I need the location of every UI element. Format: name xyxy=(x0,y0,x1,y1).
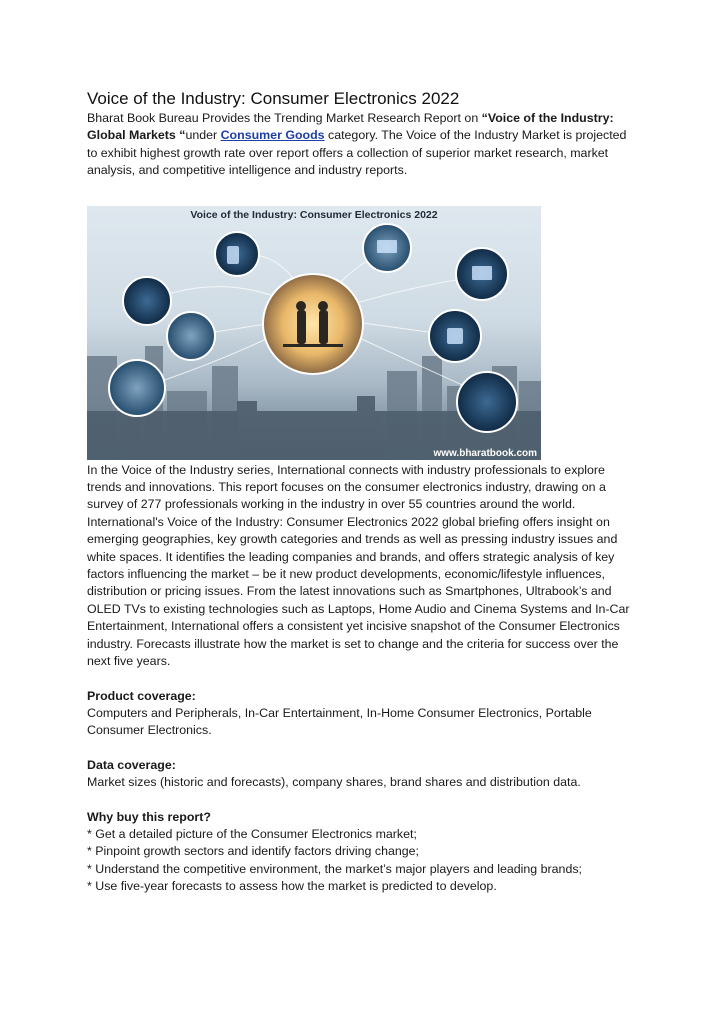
body-paragraph-1: In the Voice of the Industry series, International connects with industry professionals to explore trends and innovations. This report focuses on the consumer electronics industry, drawing on a survey of 277 professionals working in the industry in over 55 countries around the world. xyxy=(87,462,606,512)
why-buy-item: * Pinpoint growth sectors and identify factors driving change; xyxy=(87,844,419,859)
document-page xyxy=(87,88,635,896)
data-coverage-heading: Data coverage: xyxy=(87,757,176,772)
image-title-text: Voice of the Industry: Consumer Electronics 2022 xyxy=(190,208,438,221)
body-paragraph-2: International's Voice of the Industry: Consumer Electronics 2022 global briefing offers insight on emerging geographies, key growth categories and trends as well as pressing industry issues and white spaces. It identifies the leading companies and brands, and offers strategic analysis of key factors influencing the market – be it new product developments, economic/lifestyle influences, distribution or pricing issues. From the latest innovations such as Smartphones, Ultrabook’s and OLED TVs to existing technologies such as Laptops, Home Audio and Cinema Systems and In-Car Entertainment, International offers a consistent yet incisive snapshot of the Consumer Electronics industry. Forecasts illustrate how the market is set to change and the criteria for success over the next five years. xyxy=(87,514,630,669)
why-buy-item: * Use five-year forecasts to assess how the market is predicted to develop. xyxy=(87,879,497,894)
intro-text-1: Bharat Book Bureau Provides the Trending Market Research Report on xyxy=(87,111,482,125)
product-coverage-text: Computers and Peripherals, In-Car Entertainment, In-Home Consumer Electronics, Portable Consumer Electronics. xyxy=(87,705,592,738)
report-title-bold: “Voice of the Industry: Global Markets “ xyxy=(87,111,614,143)
intro-paragraph xyxy=(87,110,635,180)
why-buy-item: * Understand the competitive environment, the market’s major players and leading brands; xyxy=(87,861,582,876)
image-watermark: www.bharatbook.com xyxy=(433,447,537,459)
product-coverage-heading: Product coverage: xyxy=(87,688,196,703)
page-title: Voice of the Industry: Consumer Electronics 2022 xyxy=(87,89,460,108)
data-coverage-text: Market sizes (historic and forecasts), company shares, brand shares and distribution data. xyxy=(87,775,581,790)
consumer-goods-link[interactable]: Consumer Goods xyxy=(220,128,325,143)
hero-image xyxy=(87,206,541,460)
intro-text-3: category. The Voice of the Industry Market is projected to exhibit highest growth rate over report offers a collection of superior market research, market analysis, and competitive intelligence and industry reports. xyxy=(87,128,627,178)
why-buy-item: * Get a detailed picture of the Consumer Electronics market; xyxy=(87,826,417,841)
intro-text-2: under xyxy=(185,128,221,143)
why-buy-heading: Why buy this report? xyxy=(87,809,211,824)
